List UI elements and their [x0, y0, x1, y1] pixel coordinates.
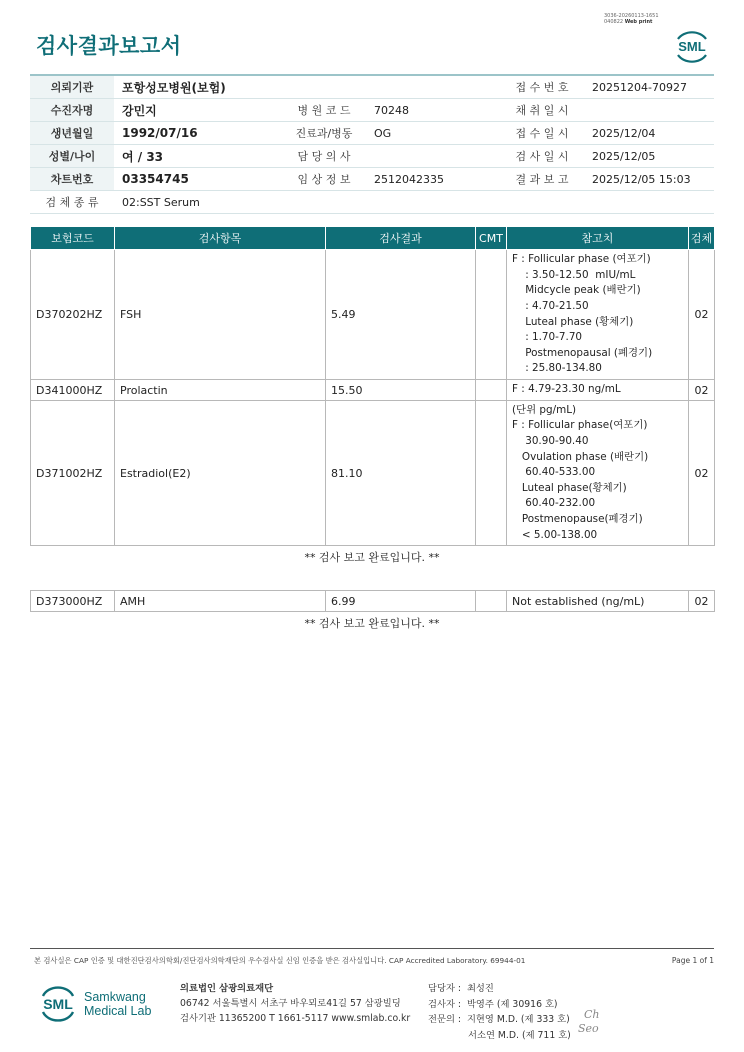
table-row	[31, 591, 715, 612]
row-result: 5.49	[326, 250, 476, 380]
sml-logo-text: SML	[678, 39, 706, 54]
staff-role: 전문의 :	[428, 1014, 462, 1025]
hospital-code-label: 병 원 코 드	[282, 99, 366, 122]
row-result: 15.50	[326, 380, 476, 401]
row-reference: F : Follicular phase (여포기) : 3.50-12.50 mIU/mL Midcycle peak (배란기) : 4.70-21.50 Luteal phase (황체기) : 1.70-7.70 Postmenopausal (폐경기) : 25.80-134.80	[507, 250, 689, 380]
row-cmt	[476, 401, 507, 546]
dob-value: 1992/07/16	[114, 122, 282, 145]
patient-info-table	[30, 74, 714, 214]
row-reference: F : 4.79-23.30 ng/mL	[507, 380, 689, 401]
sex-age-value: 여 / 33	[114, 145, 282, 168]
report-complete-note: ** 검사 보고 완료입니다. **	[304, 551, 440, 564]
dept-label: 진료과/병동	[282, 122, 366, 145]
row-code: D341000HZ	[31, 380, 115, 401]
row-item: Estradiol(E2)	[115, 401, 326, 546]
org-contact: 검사기관 11365200 T 1661-5117 www.smlab.co.kr	[180, 1013, 411, 1024]
staff-row	[428, 997, 571, 1013]
signature-2: Seo	[578, 1022, 599, 1035]
row-reference: (단위 pg/mL) F : Follicular phase(여포기) 30.90-90.40 Ovulation phase (배란기) 60.40-533.00 Luteal phase(황체기) 60.40-232.00 Postmenopause(폐경기) < 5.00-138.00	[507, 401, 689, 546]
staff-role: 검사자 :	[428, 998, 462, 1010]
row-cmt	[476, 380, 507, 401]
page-number: Page 1 of 1	[671, 956, 714, 965]
specimen-label: 검 체 종 류	[30, 191, 114, 214]
dept-value: OG	[366, 122, 500, 145]
amh-result: 6.99	[326, 591, 476, 612]
collect-date-value	[584, 99, 714, 122]
results-header-row	[31, 227, 715, 250]
amh-reference: Not established (ng/mL)	[507, 591, 689, 612]
row-specimen: 02	[689, 250, 715, 380]
document-code	[604, 13, 659, 25]
requester-value: 포항성모병원(보험)	[114, 75, 500, 99]
brand-line2: Medical Lab	[84, 1004, 152, 1018]
col-header-item: 검사항목	[115, 227, 326, 250]
row-item: Prolactin	[115, 380, 326, 401]
col-header-reference: 참고치	[507, 227, 689, 250]
table-row	[31, 250, 715, 380]
col-header-specimen: 검체	[689, 227, 715, 250]
patient-value: 강민지	[114, 99, 282, 122]
org-info	[180, 981, 410, 1026]
table-row	[31, 401, 715, 546]
org-address: 06742 서울특별시 서초구 바우뫼로41길 57 삼광빌딩	[180, 998, 401, 1009]
amh-complete-note: ** 검사 보고 완료입니다. **	[304, 617, 440, 630]
row-specimen: 02	[689, 380, 715, 401]
footer-divider	[30, 948, 714, 949]
chart-value: 03354745	[114, 168, 282, 191]
amh-table	[30, 590, 715, 612]
row-code: D370202HZ	[31, 250, 115, 380]
amh-specimen: 02	[689, 591, 715, 612]
row-item: FSH	[115, 250, 326, 380]
staff-role: 담당자 :	[428, 983, 462, 994]
col-header-code: 보험코드	[31, 227, 115, 250]
clinical-value: 2512042335	[366, 168, 500, 191]
page-title: 검사결과보고서	[36, 34, 182, 58]
chart-label: 차트번호	[30, 168, 114, 191]
row-cmt	[476, 250, 507, 380]
patient-label: 수진자명	[30, 99, 114, 122]
collect-date-label: 채 취 일 시	[500, 99, 584, 122]
web-print-tag: Web print	[624, 19, 653, 25]
table-row	[31, 380, 715, 401]
clinical-label: 임 상 정 보	[282, 168, 366, 191]
signature	[578, 1008, 600, 1036]
row-code: D371002HZ	[31, 401, 115, 546]
amh-item: AMH	[115, 591, 326, 612]
specimen-value: 02:SST Serum	[114, 191, 714, 214]
dob-label: 생년월일	[30, 122, 114, 145]
signature-1: Ch	[584, 1008, 600, 1021]
staff-row	[428, 1012, 571, 1028]
samkwang-logo-icon	[36, 982, 80, 1024]
staff-name: 서소연 M.D. (제 711 호)	[468, 1029, 571, 1041]
brand-name	[84, 990, 151, 1018]
amh-code: D373000HZ	[31, 591, 115, 612]
row-result: 81.10	[326, 401, 476, 546]
document-code-line2: 040822	[604, 19, 624, 25]
test-date-value: 2025/12/05	[584, 145, 714, 168]
doctor-value	[366, 145, 500, 168]
row-specimen: 02	[689, 401, 715, 546]
requester-label: 의뢰기관	[30, 75, 114, 99]
accreditation-note: 본 검사실은 CAP 인증 및 대한진단검사의학회/진단검사의학재단의 우수검사실 신임 인증을 받은 검사실입니다. CAP Accredited Laboratory. 69944-01	[34, 956, 526, 965]
sml-logo-icon	[670, 25, 714, 65]
col-header-cmt: CMT	[476, 227, 507, 250]
hospital-code-value: 70248	[366, 99, 500, 122]
receipt-date-label: 접 수 일 시	[500, 122, 584, 145]
staff-row	[428, 981, 571, 997]
staff-row	[428, 1028, 571, 1044]
report-value: 2025/12/05 15:03	[584, 168, 714, 191]
doctor-label: 담 당 의 사	[282, 145, 366, 168]
staff-list	[428, 981, 571, 1043]
sex-age-label: 성별/나이	[30, 145, 114, 168]
document-code-line1: 3036-20260113-1651	[604, 13, 659, 19]
test-date-label: 검 사 일 시	[500, 145, 584, 168]
staff-name: 박영주 (제 30916 호)	[466, 998, 558, 1010]
receipt-no-value: 20251204-70927	[584, 75, 714, 99]
staff-name: 지현영 M.D. (제 333 호)	[466, 1014, 570, 1025]
receipt-date-value: 2025/12/04	[584, 122, 714, 145]
receipt-no-label: 접 수 번 호	[500, 75, 584, 99]
brand-line1: Samkwang	[84, 990, 146, 1004]
amh-cmt	[476, 591, 507, 612]
results-table	[30, 226, 715, 546]
footer-logo-text: SML	[43, 996, 73, 1012]
report-label: 결 과 보 고	[500, 168, 584, 191]
col-header-result: 검사결과	[326, 227, 476, 250]
staff-name: 최성진	[466, 983, 494, 994]
org-name: 의료법인 삼광의료재단	[180, 983, 274, 994]
